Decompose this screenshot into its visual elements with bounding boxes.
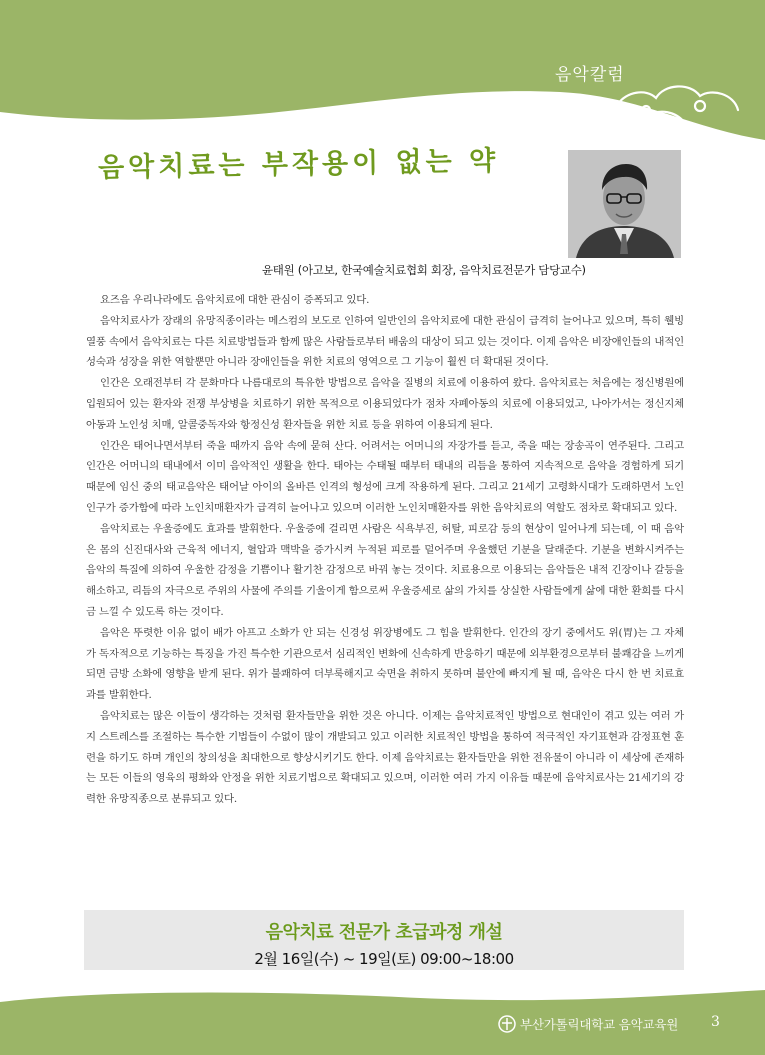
article-paragraph: 요즈음 우리나라에도 음악치료에 대한 관심이 증폭되고 있다. [100,294,370,306]
notice-title: 음악치료 전문가 초급과정 개설 [265,922,503,943]
article-paragraph: 음악은 뚜렷한 이유 없이 배가 아프고 소화가 안 되는 신경성 위장병에도 그 힘을 발휘한다. 인간의 장기 중에서도 위(胃)는 그 자체가 독자적으로 기능하는 특징을 가진 특수한 기관으로서 심리적인 변화에 신속하게 반응하기 때문에 외부환경으로부터 불쾌감을 느끼게 되면 금방 소화에 영향을 받게 된다. 위가 불쾌하여 더부룩해지고 숙면을 취하지 못하며 불안에 빠지게 될 때, 음악은 다시 한 번 치료효과를 발휘한다. [86,626,684,702]
page-number: 3 [711,1014,720,1030]
column-tag: 음악칼럼 [555,65,625,85]
notice-date: 2월 16일(수) ~ 19일(토) 09:00~18:00 [254,950,514,968]
article-paragraph: 음악치료사가 장래의 유망직종이라는 메스컴의 보도로 인하여 일반인의 음악치료에 대한 관심이 급격히 늘어나고 있으며, 특히 웰빙 열풍 속에서 음악치료는 다른 치료방법들과 함께 많은 사람들로부터 배움의 대상이 되고 있는 것이다. 이제 음악은 비장애인들의 내적인 성숙과 성장을 위한 역할뿐만 아니라 장애인들을 위한 치료의 영역으로 그 기능이 훨씬 더 확대된 것이다. [86,314,684,369]
author-photo [568,150,681,258]
article-paragraph: 음악치료는 많은 이들이 생각하는 것처럼 환자들만을 위한 것은 아니다. 이제는 음악치료적인 방법으로 현대인이 겪고 있는 여러 가지 스트레스를 조절하는 특수한 기법들이 수없이 많이 개발되고 있고 이러한 치료적인 방법을 통하여 적극적인 자기표현과 감정표현 훈련을 하기도 하며 개인의 창의성을 최대한으로 향상시키기도 한다. 이제 음악치료는 환자들만을 위한 전유물이 아니라 이 세상에 존재하는 모든 이들의 영육의 평화와 안정을 위한 치료기법으로 확대되고 있으며, 이러한 여러 가지 이유들 때문에 음악치료사는 21세기의 강력한 유망직종으로 분류되고 있다. [86,709,684,806]
article-title: 음악치료는 부작용이 없는 약 [97,145,500,184]
university-logo-icon [498,1015,516,1033]
author-byline: 윤태원 (아고보, 한국예술치료협회 회장, 음악치료전문가 담당교수) [262,263,586,277]
article-paragraph: 인간은 태어나면서부터 죽을 때까지 음악 속에 묻혀 산다. 어려서는 어머니의 자장가를 듣고, 죽을 때는 장송곡이 연주된다. 그리고 인간은 어머니의 태내에서 이미 음악적인 생활을 한다. 태아는 수태될 때부터 태내의 리듬을 통하여 지속적으로 음악을 경험하게 되기 때문에 임신 중의 태교음악은 태어날 아이의 올바른 인격의 형성에 크게 작용하게 된다. 그리고 21세기 고령화시대가 도래하면서 노인인구가 증가함에 따라 노인치매환자가 급격히 늘어나고 있으며 이러한 노인치매환자를 위한 음악치료의 역할도 점차로 확대되고 있다. [86,439,684,514]
article-body [86,290,684,810]
course-notice-box [84,910,684,970]
article-paragraph: 인간은 오래전부터 각 문화마다 나름대로의 특유한 방법으로 음악을 질병의 치료에 이용하여 왔다. 음악치료는 처음에는 정신병원에 입원되어 있는 환자와 전쟁 부상병을 치료하기 위한 목적으로 이용되었다가 점차 자폐아동의 치료에 이용되었고, 나아가서는 정신지체 아동과 노인성 치매, 알콜중독자와 항정신성 환자들을 위한 치료 등을 위하여 이용되게 된다. [86,377,684,431]
article-paragraph: 음악치료는 우울증에도 효과를 발휘한다. 우울증에 걸리면 사람은 식욕부진, 허탈, 피로감 등의 현상이 일어나게 되는데, 이 때 음악은 몸의 신진대사와 근육적 에너지, 혈압과 맥박을 증가시켜 누적된 피로를 덜어주며 우울했던 기분을 달래준다. 기분을 변화시켜주는 음악의 특질에 의하여 우울한 감정을 기쁨이나 활기찬 감정으로 바꿔 놓는 것이다. 치료용으로 이용되는 음악들은 내적 긴장이나 갈등을 해소하고, 리듬의 자극으로 주위의 사물에 주의를 기울이게 함으로써 우울증세로 삶의 가치를 상실한 사람들에게 삶에 대한 환희를 다시금 느낄 수 있도록 하는 것이다. [86,522,684,618]
footer-organization: 부산가톨릭대학교 음악교육원 [520,1017,679,1032]
header-band [0,0,765,140]
